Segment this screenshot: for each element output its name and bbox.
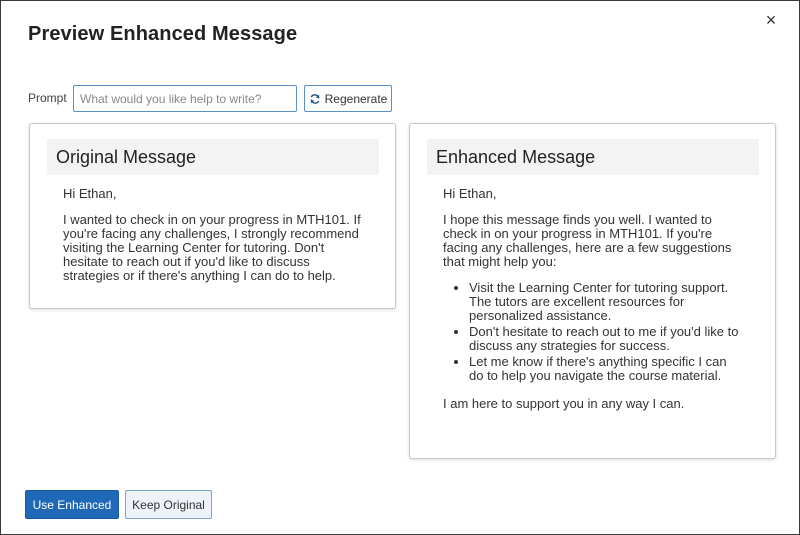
original-text: I wanted to check in on your progress in MTH101. If you're facing any challenges, I strongly recommend visiting the Learning Center for tutoring. Don't hesitate to reach out if you'd like to discuss strategies or if there's anything I can do to help. xyxy=(63,212,361,283)
list-item: • Let me know if there's anything specific I can do to help you navigate the course material. xyxy=(469,355,743,383)
dialog-title: Preview Enhanced Message xyxy=(28,23,298,45)
list-item: • Visit the Learning Center for tutoring support. The tutors are excellent resources for personalized assistance. xyxy=(469,281,743,323)
original-message-body xyxy=(63,187,363,295)
enhanced-suggestions-list xyxy=(443,281,743,383)
refresh-icon xyxy=(309,93,321,105)
list-item: • Don't hesitate to reach out to me if you'd like to discuss any strategies for success. xyxy=(469,325,743,353)
enhanced-intro: I hope this message finds you well. I wanted to check in on your progress in MTH101. If you're facing any challenges, here are a few suggestions that might help you: xyxy=(443,212,732,269)
enhanced-message-panel xyxy=(409,123,776,459)
regenerate-label: Regenerate xyxy=(324,91,388,106)
use-enhanced-button[interactable]: Use Enhanced xyxy=(25,490,119,519)
original-message-panel xyxy=(29,123,396,309)
keep-original-button[interactable]: Keep Original xyxy=(125,490,212,519)
prompt-label: Prompt xyxy=(28,91,67,105)
regenerate-button[interactable] xyxy=(304,85,392,112)
enhanced-message-heading: Enhanced Message xyxy=(427,139,759,175)
enhanced-greeting: Hi Ethan, xyxy=(443,186,497,201)
prompt-input[interactable] xyxy=(73,85,297,112)
original-message-heading: Original Message xyxy=(47,139,379,175)
enhanced-message-body xyxy=(443,187,743,423)
close-icon[interactable]: × xyxy=(765,10,777,30)
enhanced-closing: I am here to support you in any way I can. xyxy=(443,396,685,411)
original-greeting: Hi Ethan, xyxy=(63,186,117,201)
